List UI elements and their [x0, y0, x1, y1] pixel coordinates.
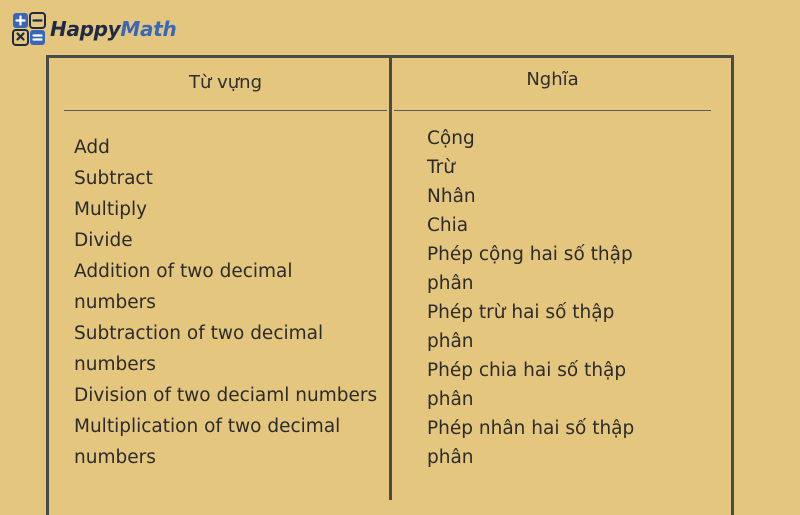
vocabulary-item: Subtract	[74, 168, 153, 189]
vocabulary-item: Multiplication of two decimal	[74, 416, 341, 437]
vocabulary-item: numbers	[74, 447, 156, 468]
meaning-item: Phép cộng hai số thập	[427, 244, 633, 265]
meaning-item: Trừ	[427, 157, 455, 178]
calculator-logo-icon	[12, 12, 46, 46]
vocabulary-item: Subtraction of two decimal	[74, 323, 324, 344]
vocabulary-item: Multiply	[74, 199, 148, 220]
header-meaning: Nghĩa	[526, 69, 579, 90]
brand-name-part1: Happy	[50, 17, 121, 41]
meaning-item: Cộng	[427, 128, 475, 149]
meaning-item: phân	[427, 273, 474, 294]
vocabulary-item: Divide	[74, 230, 133, 251]
brand-logo[interactable]	[12, 11, 176, 47]
vocabulary-item: numbers	[74, 354, 156, 375]
meaning-item: phân	[427, 331, 474, 352]
header-vocabulary: Từ vựng	[188, 72, 263, 93]
vocabulary-item: Division of two deciaml numbers	[74, 385, 378, 406]
meaning-item: phân	[427, 389, 474, 410]
meaning-item: Chia	[427, 215, 469, 236]
meaning-item: Phép chia hai số thập	[427, 360, 627, 381]
header-rule-right	[394, 110, 711, 111]
brand-name	[50, 17, 176, 41]
meaning-item: Nhân	[427, 186, 476, 207]
vocabulary-list	[74, 132, 384, 473]
meaning-item: phân	[427, 447, 474, 468]
column-divider	[389, 55, 392, 500]
vocabulary-item: Add	[74, 137, 110, 158]
vocabulary-item: numbers	[74, 292, 156, 313]
brand-name-part2: Math	[120, 17, 177, 41]
meaning-item: Phép trừ hai số thập	[427, 302, 615, 323]
meaning-list	[427, 124, 717, 472]
vocabulary-item: Addition of two decimal	[74, 261, 293, 282]
meaning-item: Phép nhân hai số thập	[427, 418, 635, 439]
header-rule-left	[64, 110, 387, 111]
